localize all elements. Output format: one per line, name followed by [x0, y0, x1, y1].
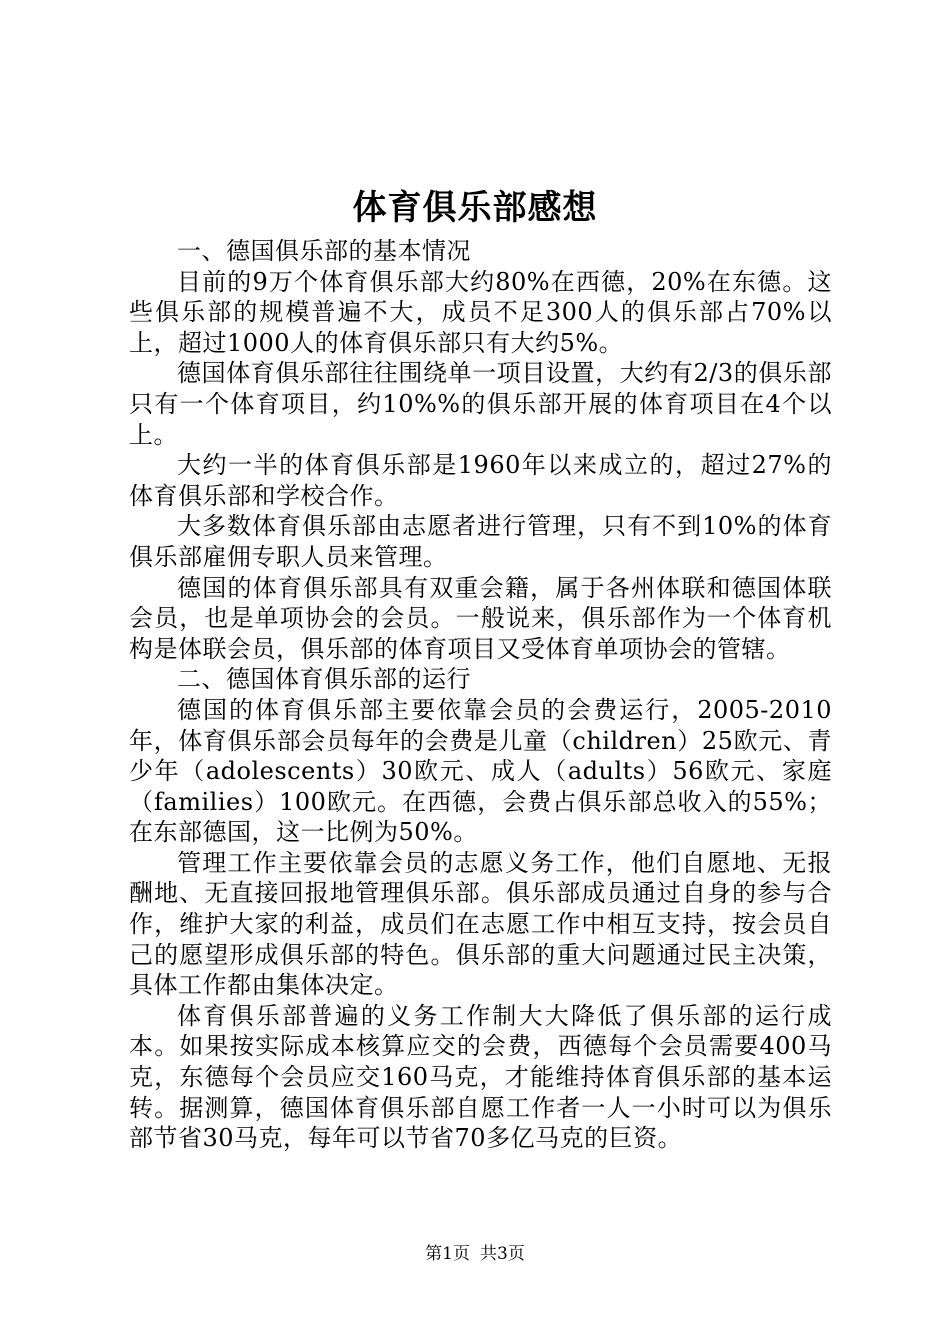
paragraph: 德国体育俱乐部往往围绕单一项目设置，大约有2/3的俱乐部只有一个体育项目，约10%%的俱乐部开展的体育项目在4个以上。 — [129, 359, 832, 449]
page-number-total: 共3页 — [480, 1244, 525, 1264]
page-footer — [0, 1243, 950, 1265]
paragraph: 大多数体育俱乐部由志愿者进行管理，只有不到10%的体育俱乐部雇佣专职人员来管理。 — [129, 512, 832, 571]
document-title: 体育俱乐部感想 — [352, 188, 598, 228]
paragraph: 大约一半的体育俱乐部是1960年以来成立的，超过27%的体育俱乐部和学校合作。 — [129, 451, 832, 510]
paragraph: 目前的9万个体育俱乐部大约80%在西德，20%在东德。这些俱乐部的规模普遍不大，成员不足300人的俱乐部占70%以上，超过1000人的体育俱乐部只有大约5%。 — [129, 267, 832, 357]
paragraph: 德国的体育俱乐部主要依靠会员的会费运行，2005-2010年，体育俱乐部会员每年的会费是儿童（children）25欧元、青少年（adolescents）30欧元、成人（adults）56欧元、家庭（families）100欧元。在西德，会费占俱乐部总收入的55%；在东部德国，这一比例为50%。 — [129, 695, 832, 847]
paragraph: 管理工作主要依靠会员的志愿义务工作，他们自愿地、无报酬地、无直接回报地管理俱乐部。俱乐部成员通过自身的参与合作，维护大家的利益，成员们在志愿工作中相互支持，按会员自己的愿望形成俱乐部的特色。俱乐部的重大问题通过民主决策，具体工作都由集体决定。 — [129, 848, 832, 1000]
section-heading-2: 二、德国体育俱乐部的运行 — [177, 665, 471, 694]
page-number-current: 第1页 — [425, 1244, 470, 1264]
section-heading-1: 一、德国俱乐部的基本情况 — [177, 237, 471, 265]
paragraph: 德国的体育俱乐部具有双重会籍，属于各州体联和德国体联会员，也是单项协会的会员。一般说来，俱乐部作为一个体育机构是体联会员，俱乐部的体育项目又受体育单项协会的管辖。 — [129, 573, 832, 663]
paragraph: 体育俱乐部普遍的义务工作制大大降低了俱乐部的运行成本。如果按实际成本核算应交的会费，西德每个会员需要400马克，东德每个会员应交160马克，才能维持体育俱乐部的基本运转。据测算，德国体育俱乐部自愿工作者一人一小时可以为俱乐部节省30马克，每年可以节省70多亿马克的巨资。 — [129, 1001, 832, 1153]
document-body — [129, 236, 832, 1154]
